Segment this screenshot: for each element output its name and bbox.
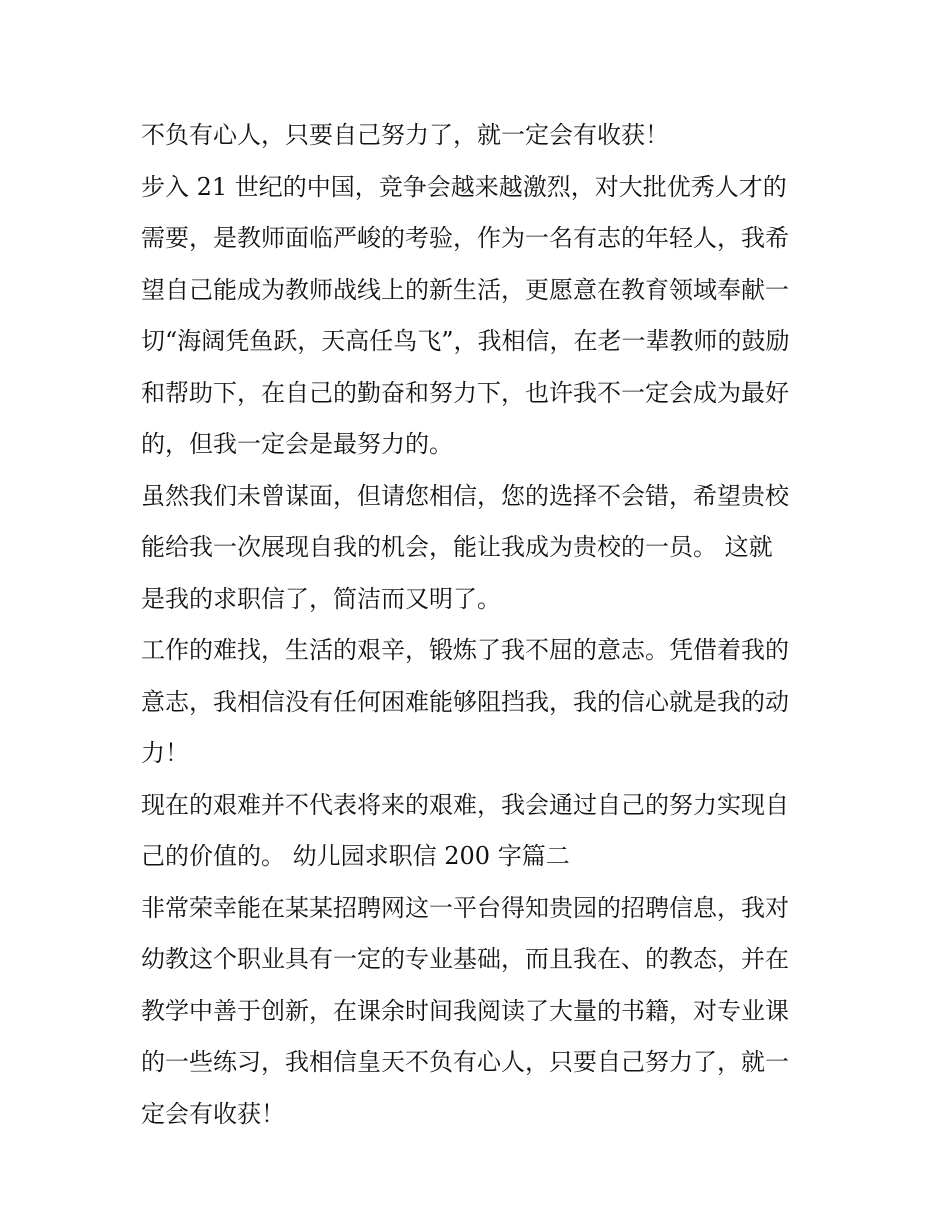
text-line: 步入 21 世纪的中国，竞争会越来越激烈，对大批优秀人才的 [141, 172, 787, 201]
text-line: 能给我一次展现自我的机会，能让我成为贵校的一员。 这就 [141, 533, 773, 561]
text-line: 切“海阔凭鱼跃，天高任鸟飞”，我相信，在老一辈教师的鼓励 [141, 327, 790, 355]
text-line: 力！ [141, 739, 189, 767]
text-line: 己的价值的。 幼儿园求职信 200 字篇二 [141, 842, 570, 870]
text-line: 不负有心人，只要自己努力了，就一定会有收获！ [141, 121, 669, 149]
text-line: 意志，我相信没有任何困难能够阻挡我，我的信心就是我的动 [141, 687, 789, 716]
text-line: 是我的求职信了，简洁而又明了。 [141, 584, 501, 613]
text-line: 望自己能成为教师战线上的新生活，更愿意在教育领域奉献一 [141, 275, 789, 304]
text-line: 工作的难找，生活的艰辛，锻炼了我不屈的意志。凭借着我的 [141, 636, 789, 664]
text-line: 的，但我一定会是最努力的。 [141, 430, 453, 458]
text-line: 需要，是教师面临严峻的考验，作为一名有志的年轻人，我希 [141, 224, 789, 252]
text-line: 和帮助下，在自己的勤奋和努力下，也许我不一定会成为最好 [141, 378, 789, 407]
text-line: 的一些练习，我相信皇天不负有心人，只要自己努力了，就一 [141, 1048, 789, 1076]
text-line: 虽然我们未曾谋面，但请您相信，您的选择不会错，希望贵校 [141, 481, 789, 510]
text-line: 定会有收获！ [141, 1099, 285, 1128]
text-line: 现在的艰难并不代表将来的艰难，我会通过自己的努力实现自 [141, 790, 789, 819]
text-line: 非常荣幸能在某某招聘网这一平台得知贵园的招聘信息，我对 [141, 893, 789, 922]
body-text [141, 110, 821, 1140]
text-line: 教学中善于创新，在课余时间我阅读了大量的书籍，对专业课 [141, 996, 789, 1025]
text-line: 幼教这个职业具有一定的专业基础，而且我在、的教态，并在 [141, 945, 789, 973]
